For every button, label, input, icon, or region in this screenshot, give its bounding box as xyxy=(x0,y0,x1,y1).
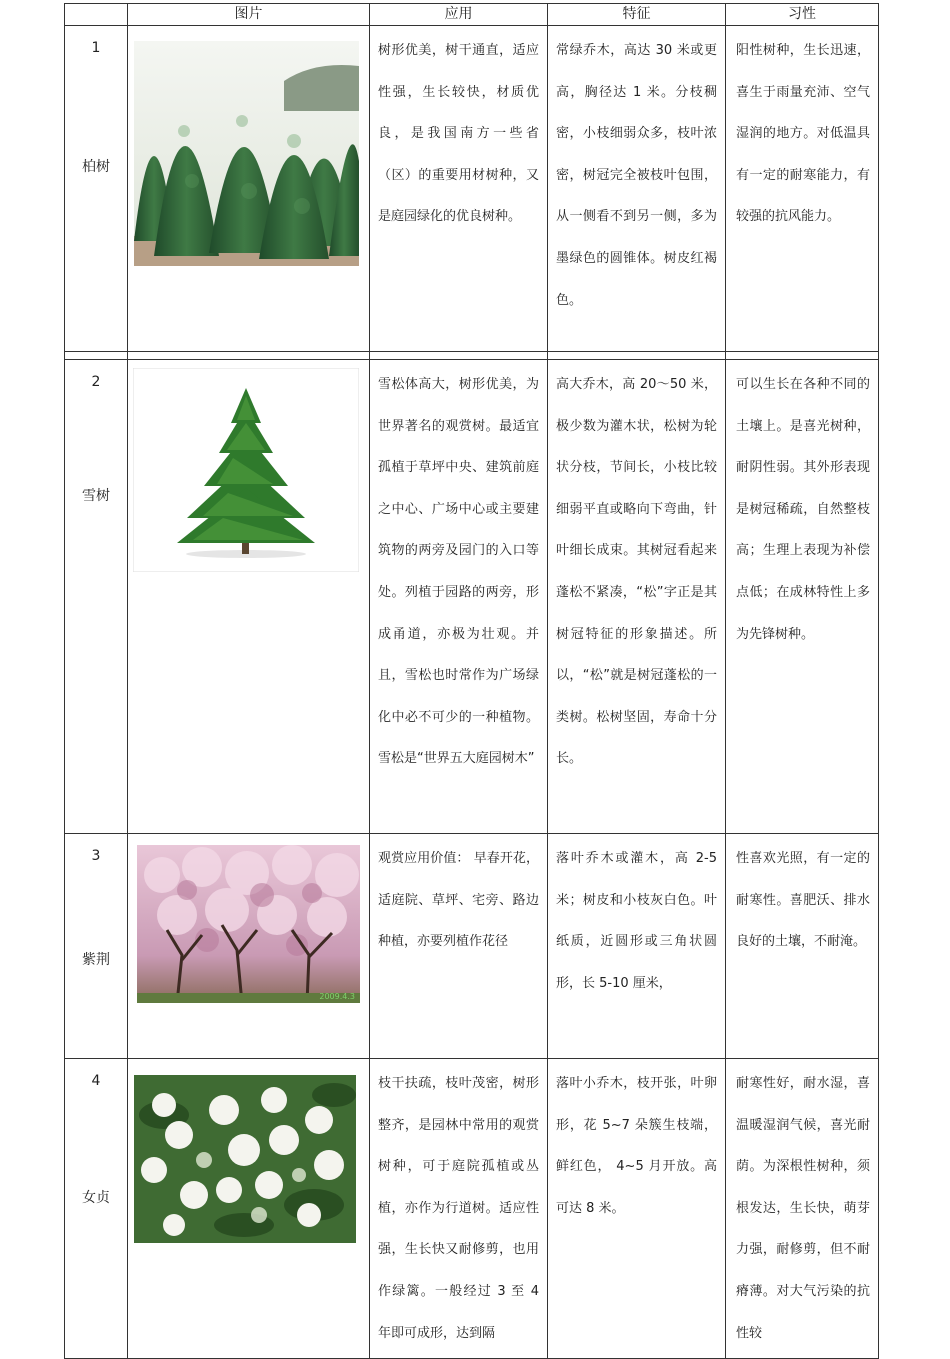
application-text: 观赏应用价值： 早春开花，适庭院、草坪、宅旁、路边种植，亦要列植作花径 xyxy=(378,851,539,950)
habits-cell xyxy=(726,1059,879,1359)
application-cell xyxy=(370,360,548,834)
header-habits: 习性 xyxy=(726,4,879,26)
header-row xyxy=(65,4,879,26)
features-text: 高大乔木，高 20～50 米，极少数为灌木状，松树为轮状分枝，节间长，小枝比较细弱平直或略向下弯曲，针叶细长成束。其树冠看起来蓬松不紧凑，“松”字正是其树冠特征的形象描述。所以，“松”就是树冠蓬松的一类树。松树坚固，寿命十分长。 xyxy=(556,377,717,767)
habits-cell xyxy=(726,26,879,352)
image-cell xyxy=(128,360,370,834)
table-row xyxy=(65,1059,879,1359)
tree-name: 柏树 xyxy=(82,159,110,175)
features-cell xyxy=(548,26,726,352)
features-cell xyxy=(548,834,726,1059)
image-cell xyxy=(128,1059,370,1359)
table-row xyxy=(65,360,879,834)
habits-text: 阳性树种，生长迅速，喜生于雨量充沛、空气湿润的地方。对低温具有一定的耐寒能力，有较强的抗风能力。 xyxy=(736,43,870,225)
habits-cell xyxy=(726,834,879,1059)
table-row xyxy=(65,26,879,352)
header-features: 特征 xyxy=(548,4,726,26)
row-index-cell xyxy=(65,1059,128,1359)
application-text: 枝干扶疏，枝叶茂密，树形整齐，是园林中常用的观赏树种，可于庭院孤植或丛植，亦作为行道树。适应性强，生长快又耐修剪，也用作绿篱。一般经过 3 至 4 年即可成形，达到隔 xyxy=(378,1076,539,1341)
tree-name: 紫荆 xyxy=(82,952,110,968)
header-index xyxy=(65,4,128,26)
redbud-blossom-photo xyxy=(137,845,360,1003)
features-cell xyxy=(548,360,726,834)
cypress-trees-photo xyxy=(134,41,359,266)
habits-text: 耐寒性好，耐水湿，喜温暖湿润气候，喜光耐荫。为深根性树种，须根发达，生长快，萌芽力强，耐修剪，但不耐瘠薄。对大气污染的抗性较 xyxy=(736,1076,870,1341)
tree-name: 女贞 xyxy=(82,1190,110,1206)
image-cell xyxy=(128,26,370,352)
header-application: 应用 xyxy=(370,4,548,26)
features-cell xyxy=(548,1059,726,1359)
application-cell xyxy=(370,26,548,352)
image-cell xyxy=(128,834,370,1059)
row-number: 2 xyxy=(91,374,101,390)
row-index-cell xyxy=(65,834,128,1059)
cedar-tree-photo xyxy=(133,368,359,572)
row-index-cell xyxy=(65,360,128,834)
application-text: 雪松体高大，树形优美，为世界著名的观赏树。最适宜孤植于草坪中央、建筑前庭之中心、广场中心或主要建筑物的两旁及园门的入口等处。列植于园路的两旁，形成甬道，亦极为壮观。并且，雪松也时常作为广场绿化中必不可少的一种植物。雪松是“世界五大庭园树木” xyxy=(378,377,539,767)
header-image: 图片 xyxy=(128,4,370,26)
application-cell xyxy=(370,834,548,1059)
habits-cell xyxy=(726,360,879,834)
application-cell xyxy=(370,1059,548,1359)
features-text: 落叶乔木或灌木，高 2-5 米；树皮和小枝灰白色。叶纸质，近圆形或三角状圆形，长 5-10 厘米， xyxy=(556,851,717,991)
application-text: 树形优美，树干通直，适应性强，生长较快，材质优良，是我国南方一些省（区）的重要用材树种，又是庭园绿化的优良树种。 xyxy=(378,43,539,225)
tree-name: 雪树 xyxy=(82,488,110,504)
row-number: 1 xyxy=(91,40,101,56)
photo-watermark: 2009.4.3 xyxy=(319,992,355,1001)
tree-table xyxy=(64,3,879,1359)
table-row xyxy=(65,834,879,1059)
features-text: 常绿乔木，高达 30 米或更高，胸径达 1 米。分枝稠密，小枝细弱众多，枝叶浓密，树冠完全被枝叶包围，从一侧看不到另一侧，多为墨绿色的圆锥体。树皮红褐色。 xyxy=(556,43,717,308)
privet-flowers-photo xyxy=(134,1075,356,1243)
features-text: 落叶小乔木，枝开张，叶卵形，花 5~7 朵簇生枝端，鲜红色， 4~5 月开放。高可达 8 米。 xyxy=(556,1076,717,1216)
row-number: 3 xyxy=(91,848,101,864)
habits-text: 性喜欢光照，有一定的耐寒性。喜肥沃、排水良好的土壤，不耐淹。 xyxy=(736,851,870,950)
row-index-cell xyxy=(65,26,128,352)
row-number: 4 xyxy=(91,1073,101,1089)
row-gap xyxy=(65,352,879,360)
habits-text: 可以生长在各种不同的土壤上。是喜光树种，耐阴性弱。其外形表现是树冠稀疏，自然整枝高；生理上表现为补偿点低；在成林特性上多为先锋树种。 xyxy=(736,377,870,642)
